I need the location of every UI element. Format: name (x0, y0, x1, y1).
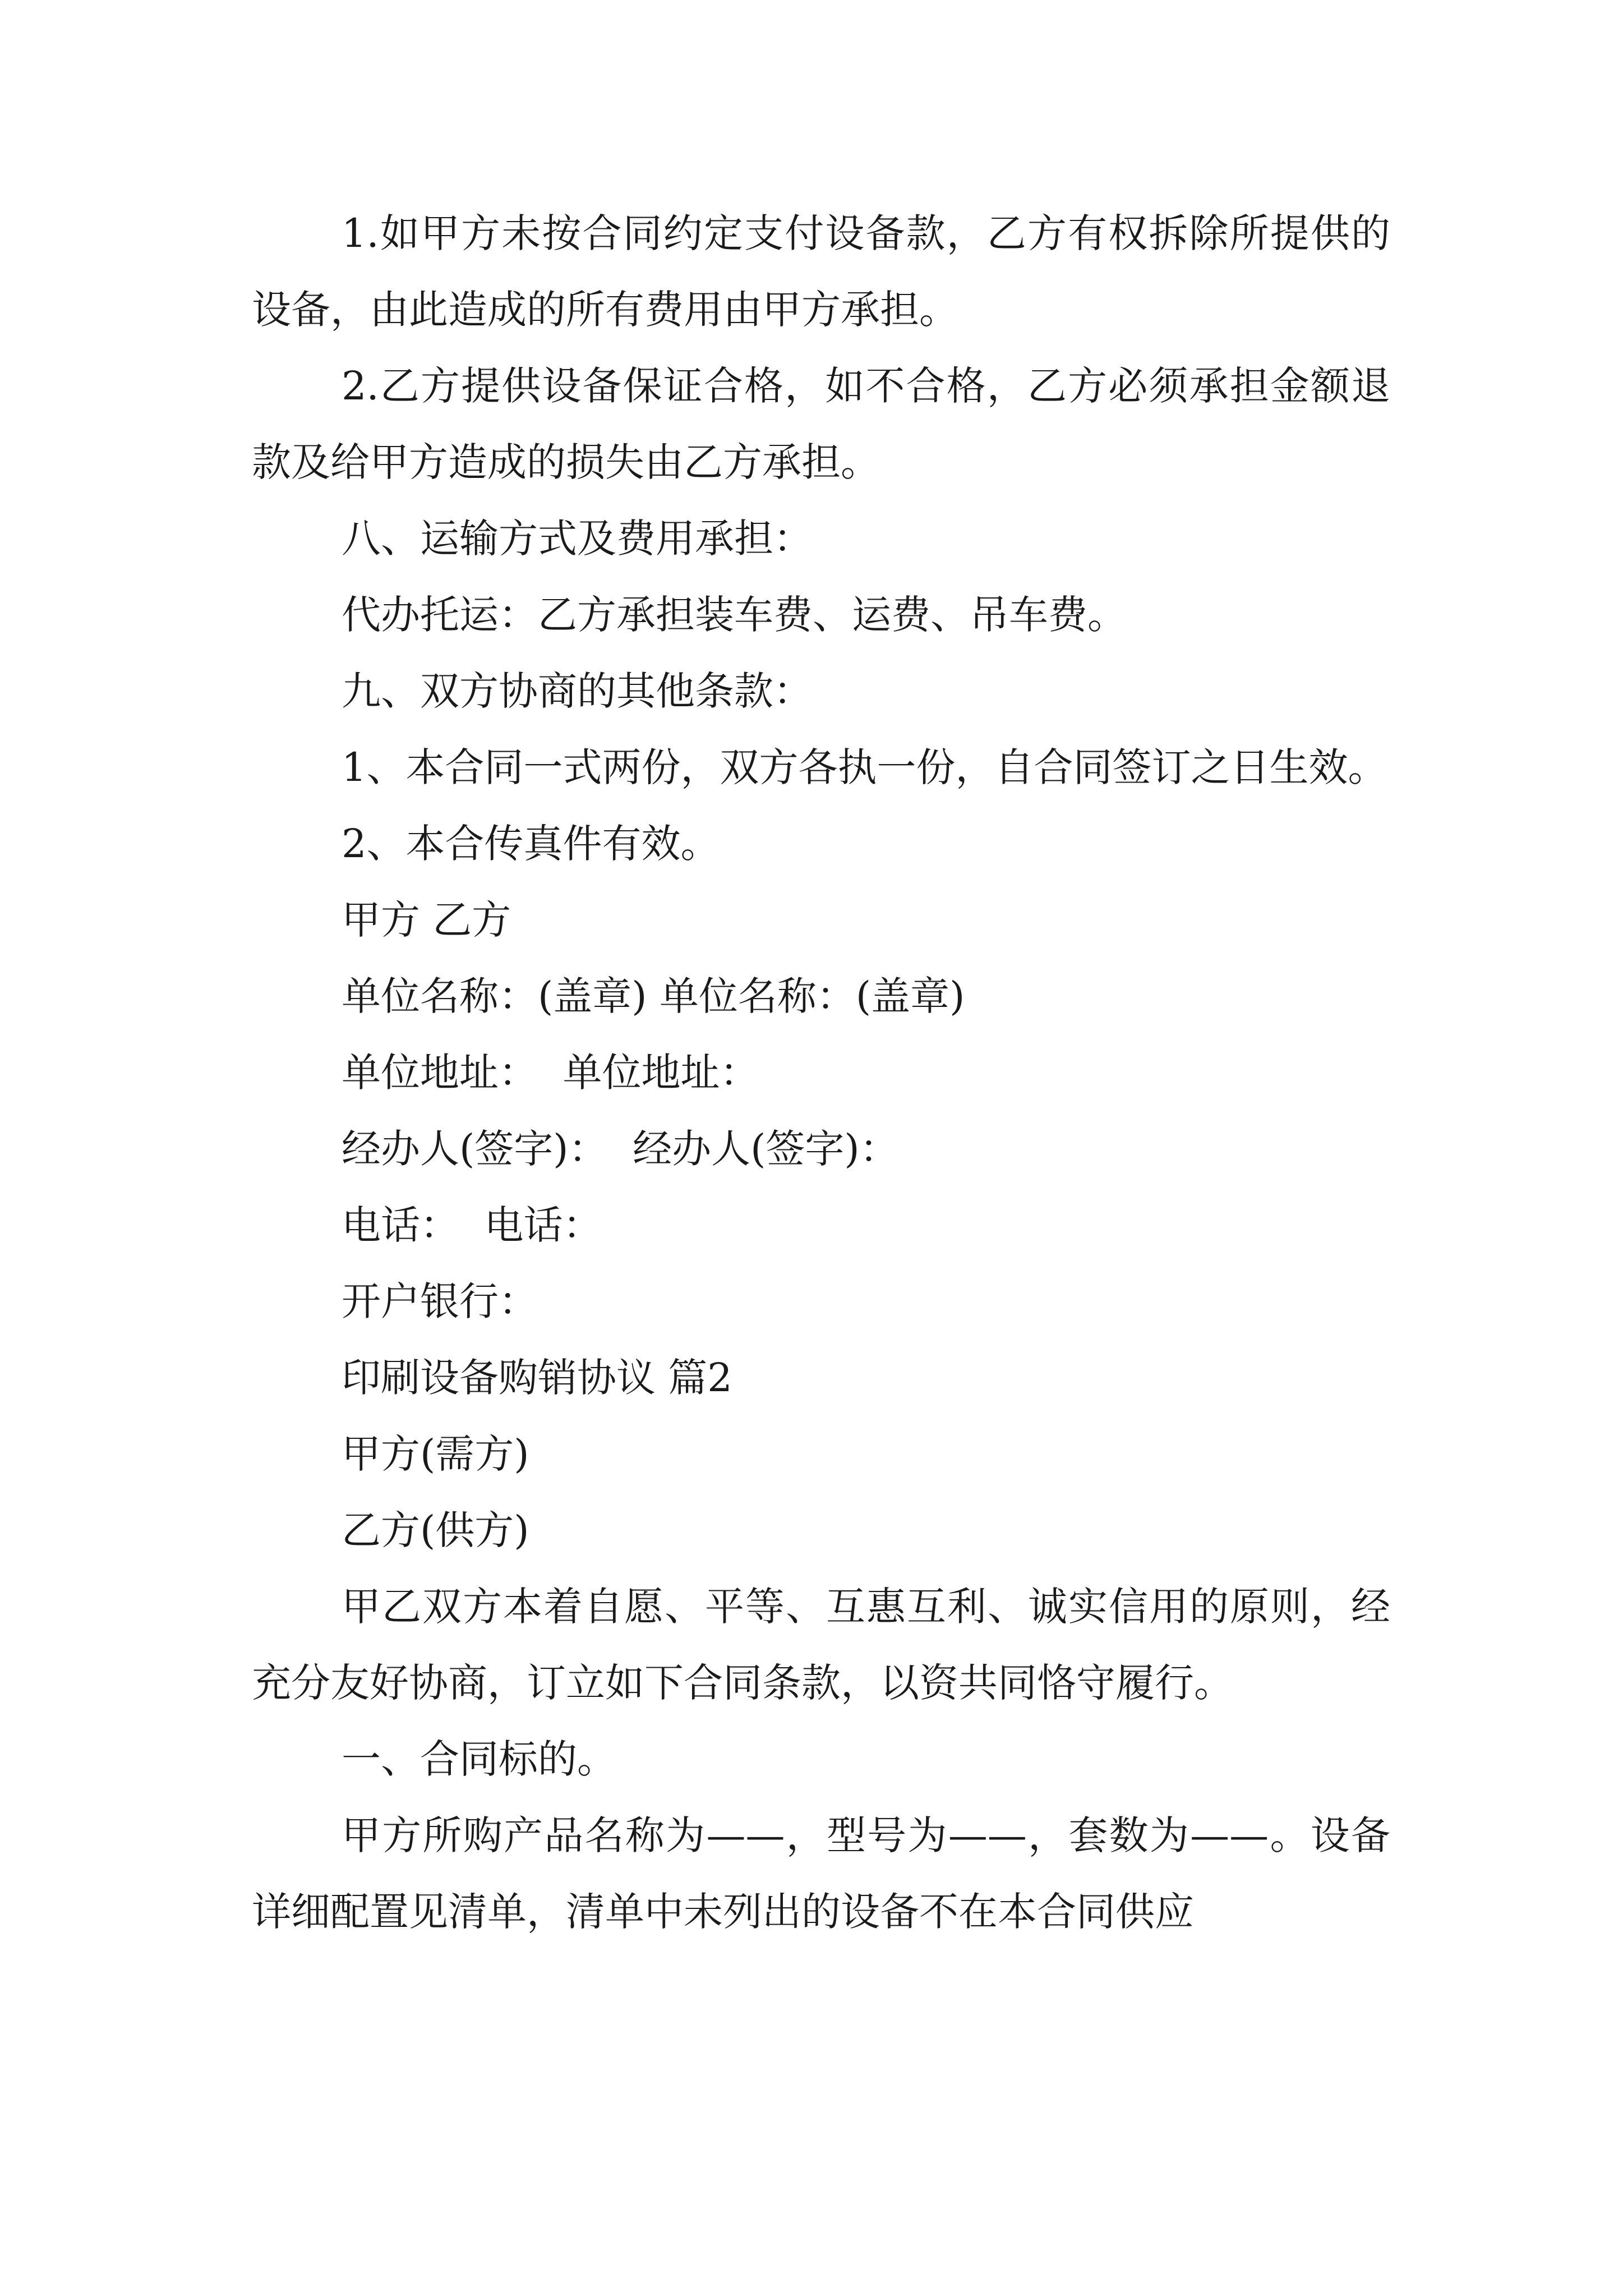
signature-bank: 开户银行： (342, 1278, 538, 1324)
signature-phone: 电话： 电话： (342, 1202, 602, 1248)
signature-unit-name: 单位名称：(盖章) 单位名称：(盖章) (342, 973, 965, 1019)
agreement-title: 印刷设备购销协议 篇2 (342, 1355, 732, 1401)
clause-equipment-payment: 1.如甲方未按合同约定支付设备款，乙方有权拆除所提供的设备，由此造成的所有费用由甲方承担。 (252, 210, 1390, 333)
signature-agent: 经办人(签字)： 经办人(签字)： (342, 1126, 899, 1172)
section-heading-transport: 八、运输方式及费用承担： (342, 516, 813, 562)
clause-copies: 1、本合同一式两份，双方各执一份，自合同签订之日生效。 (342, 744, 1387, 790)
section-heading-other-terms: 九、双方协商的其他条款： (342, 668, 813, 714)
party-a-label: 甲方(需方) (342, 1431, 529, 1477)
party-b-label: 乙方(供方) (342, 1507, 529, 1553)
document-body (252, 195, 1390, 1950)
clause-equipment-quality: 2.乙方提供设备保证合格，如不合格，乙方必须承担金额退款及给甲方造成的损失由乙方承担。 (252, 363, 1390, 485)
clause-transport: 代办托运：乙方承担装车费、运费、吊车费。 (342, 592, 1127, 638)
clause-product-description: 甲方所购产品名称为——，型号为——，套数为——。设备详细配置见清单，清单中未列出的设备不在本合同供应 (252, 1812, 1390, 1935)
section-heading-subject: 一、合同标的。 (342, 1736, 616, 1782)
signature-parties: 甲方 乙方 (342, 897, 511, 943)
clause-fax-validity: 2、本合传真件有效。 (342, 821, 720, 867)
signature-unit-address: 单位地址： 单位地址： (342, 1050, 759, 1096)
agreement-preamble: 甲乙双方本着自愿、平等、互惠互利、诚实信用的原则，经充分友好协商，订立如下合同条款，以资共同恪守履行。 (252, 1584, 1390, 1706)
